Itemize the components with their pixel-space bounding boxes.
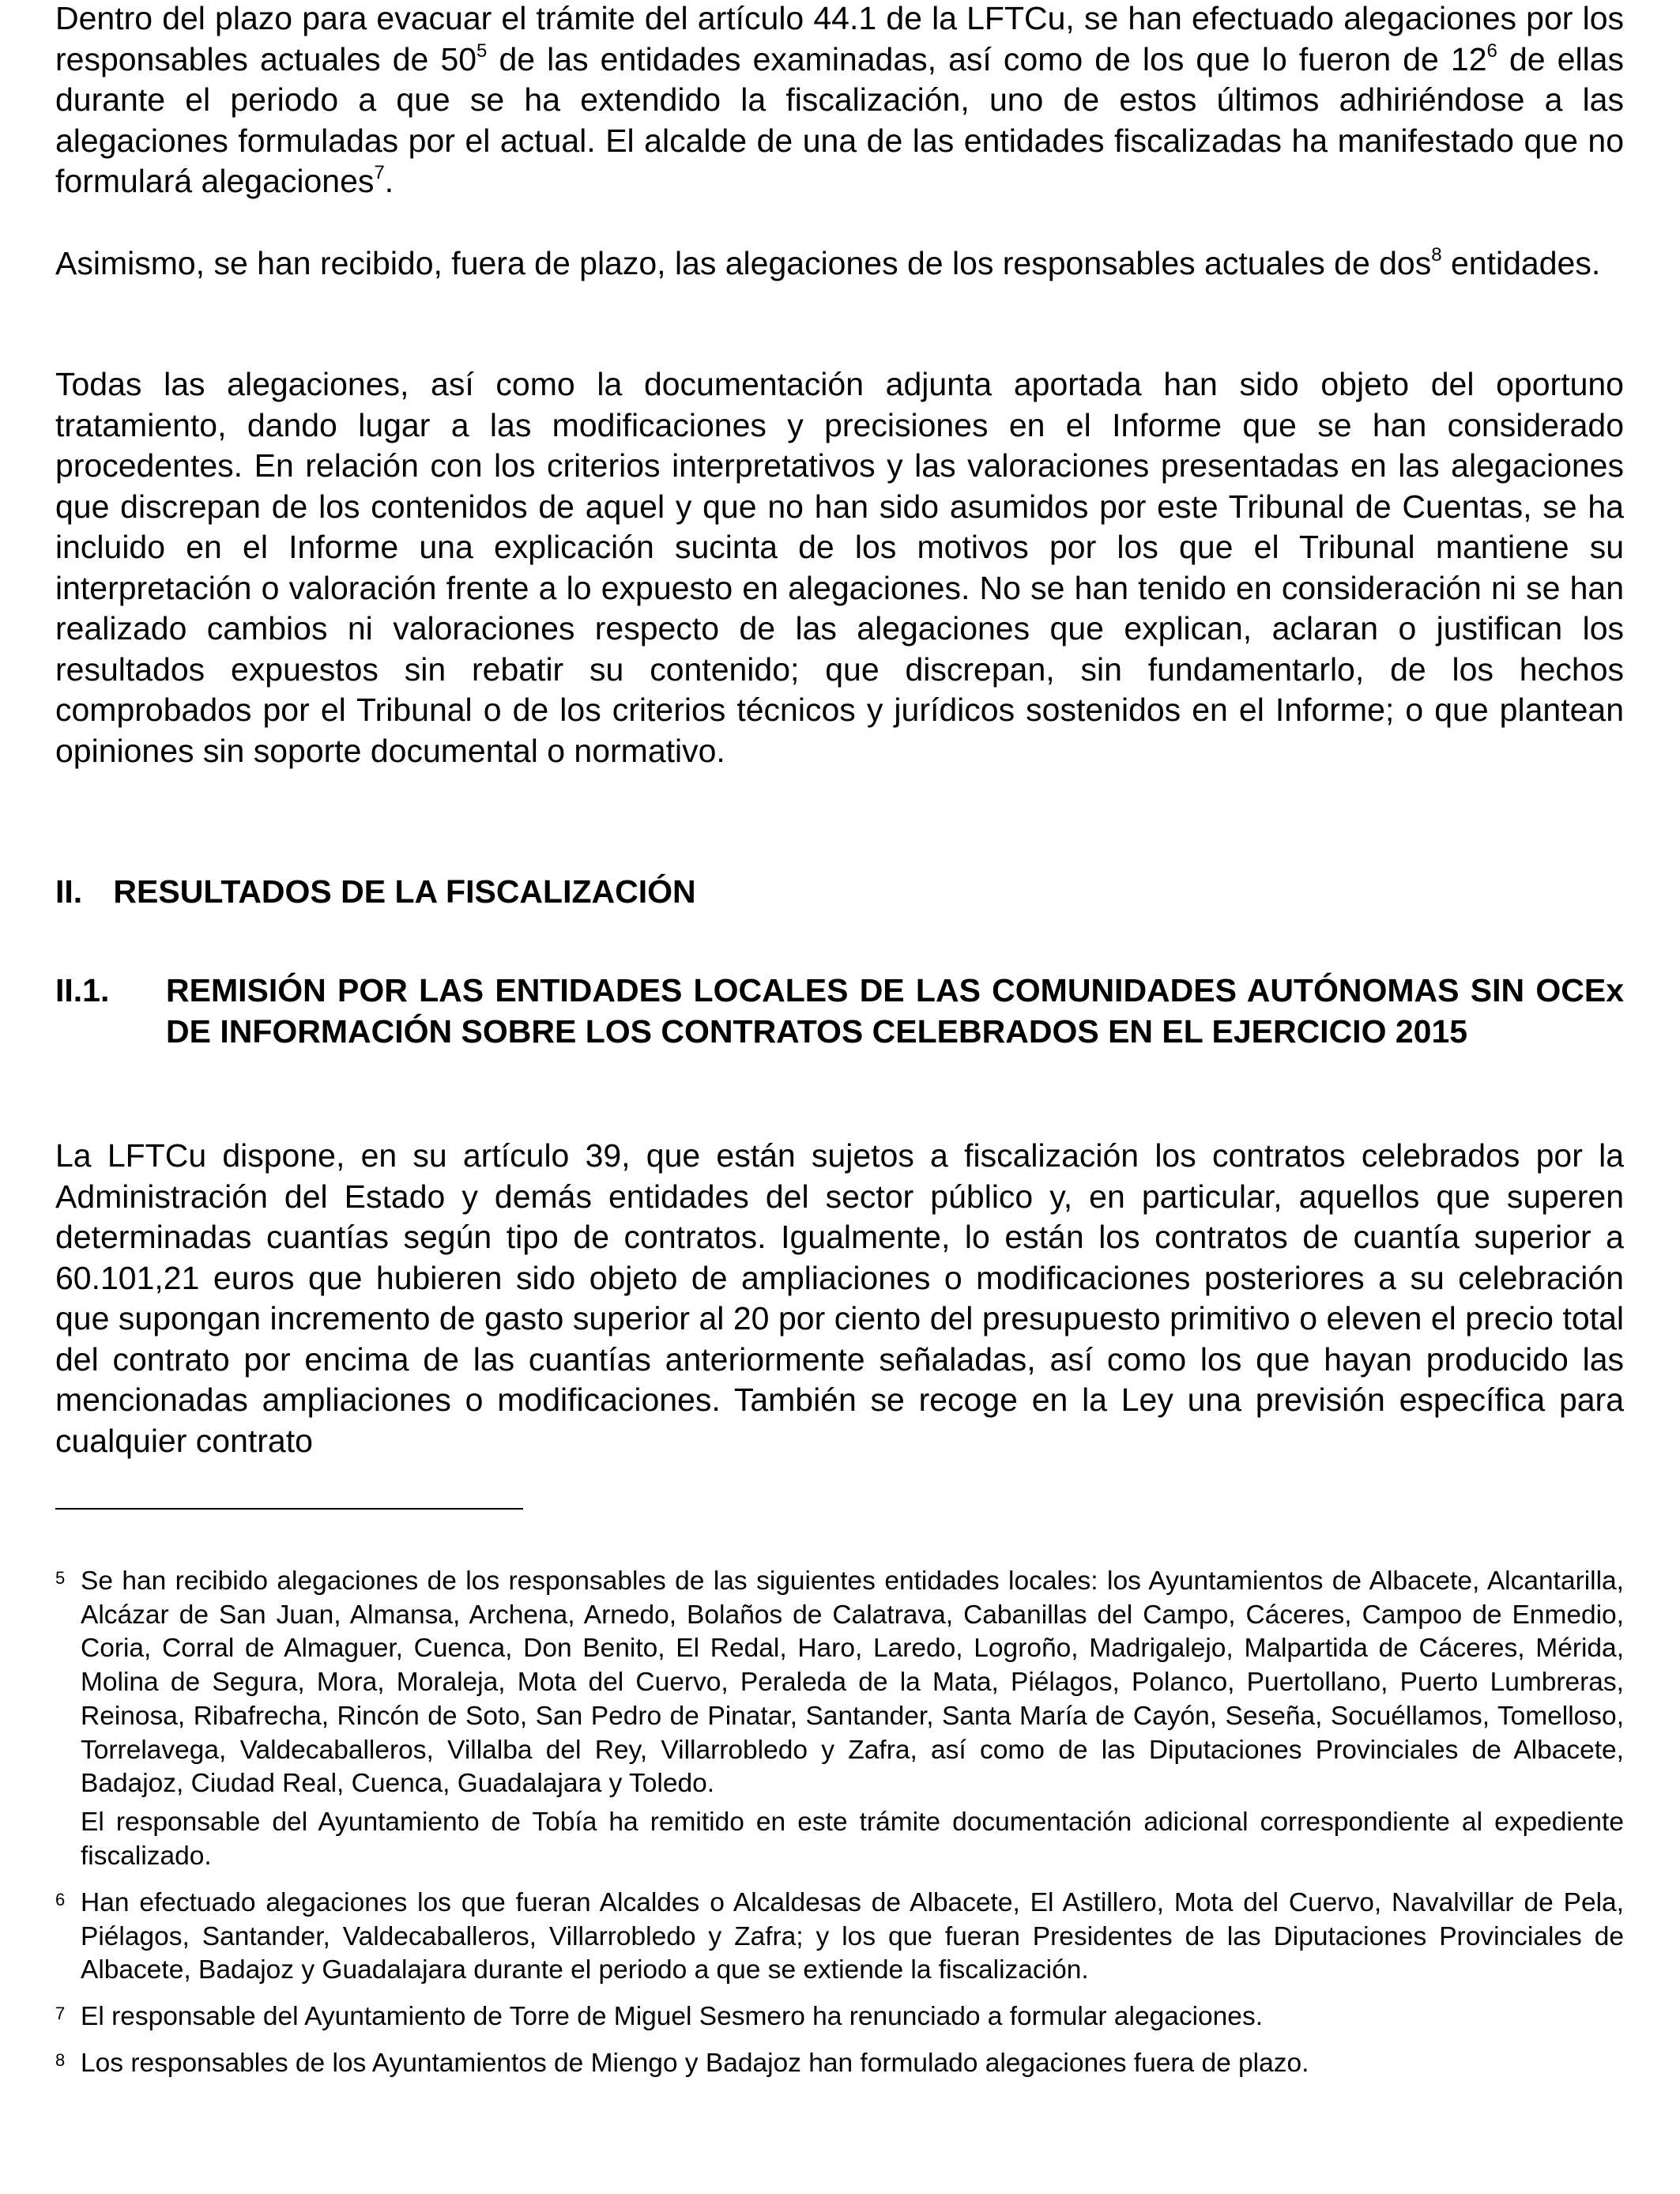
paragraph-alegaciones-plazo: [55, 0, 1624, 202]
footnote-mark: 8: [55, 2050, 66, 2070]
paragraph-lftcu-articulo-39: La LFTCu dispone, en su artículo 39, que están sujetos a fiscalización los contratos celebrados por la Administración del Estado y demás entidades del sector público y, en particular, aquellos que superen determinadas cuantías según tipo de contratos. Igualmente, lo están los contratos de cuantía superior a 60.101,21 euros que hubieren sido objeto de ampliaciones o modificaciones posteriores a su celebración que supongan incremento de gasto superior al 20 por ciento del presupuesto primitivo o eleven el precio total del contrato por encima de las cuantías anteriormente señaladas, así como los que hayan producido las mencionadas ampliaciones o modificaciones. También se recoge en la Ley una previsión específica para cualquier contrato: [55, 1137, 1624, 1459]
section-number: II.: [55, 873, 83, 910]
text-run: de las entidades examinadas, así como de los que lo fueron de 12: [487, 40, 1487, 77]
footnote-text: Han efectuado alegaciones los que fueran Alcaldes o Alcaldesas de Albacete, El Astillero, Mota del Cuervo, Navalvillar de Pela, Piélagos, Santander, Valdecaballeros, Villarrobledo y Zafra; y los que fueran Presidentes de las Diputaciones Provinciales de Albacete, Badajoz y Guadalajara durante el periodo a que se extiende la fiscalización.: [81, 1888, 1624, 1985]
footnote-8: [55, 2047, 1624, 2081]
footnote-text: El responsable del Ayuntamiento de Tobía ha remitido en este trámite documentación adicional correspondiente al expediente fiscalizado.: [81, 1808, 1624, 1871]
footnote-ref-7[interactable]: 7: [374, 162, 385, 184]
footnote-text: Se han recibido alegaciones de los responsables de las siguientes entidades locales: los Ayuntamientos de Albacete, Alcantarilla, Alcázar de San Juan, Almansa, Archena, Arnedo, Bolaños de Calatrava, Cabanillas del Campo, Cáceres, Campoo de Enmedio, Coria, Corral de Almaguer, Cuenca, Don Benito, El Redal, Haro, Laredo, Logroño, Madrigalejo, Malpartida de Cáceres, Mérida, Molina de Segura, Mora, Moraleja, Mota del Cuervo, Peraleda de la Mata, Piélagos, Polanco, Puertollano, Puerto Lumbreras, Reinosa, Ribafrecha, Rincón de Soto, San Pedro de Pinatar, Santander, Santa María de Cayón, Seseña, Socuéllamos, Tomelloso, Torrelavega, Valdecaballeros, Villalba del Rey, Villarrobledo y Zafra, así como de las Diputaciones Provinciales de Albacete, Badajoz, Ciudad Real, Cuenca, Guadalajara y Toledo.: [81, 1566, 1624, 1799]
footnote-mark: 6: [55, 1890, 66, 1909]
footnote-mark: 7: [55, 2004, 66, 2023]
footnote-6: [55, 1887, 1624, 1988]
text-run: de ellas durante el periodo a que se ha extendido la fiscalización, uno de estos últimos adhiriéndose a las alegaciones formuladas por el actual. El alcalde de una de las entidades fiscalizadas ha manifestado que no formulará alegaciones: [55, 40, 1624, 199]
footnote-7: [55, 2000, 1624, 2034]
subsection-title: REMISIÓN POR LAS ENTIDADES LOCALES DE LAS COMUNIDADES AUTÓNOMAS SIN OCEx DE INFORMACIÓN SOBRE LOS CONTRATOS CELEBRADOS EN EL EJERCICIO 2015: [166, 972, 1624, 1050]
text-run: .: [384, 163, 394, 199]
section-title: RESULTADOS DE LA FISCALIZACIÓN: [113, 873, 696, 910]
footnote-ref-8[interactable]: 8: [1431, 244, 1442, 266]
subsection-heading: [55, 971, 1624, 1052]
paragraph-fuera-de-plazo: [55, 243, 1624, 285]
footnote-text: El responsable del Ayuntamiento de Torre de Miguel Sesmero ha renunciado a formular alegaciones.: [81, 2002, 1264, 2031]
footnote-5: [55, 1565, 1624, 1801]
footnote-ref-6[interactable]: 6: [1486, 40, 1497, 62]
text-run: Asimismo, se han recibido, fuera de plazo, las alegaciones de los responsables actuales de dos: [55, 245, 1432, 281]
text-run: Dentro del plazo para evacuar el trámite del artículo 44.1 de la LFTCu, se han efectuado alegaciones por los responsables actuales de 50: [55, 0, 1624, 77]
footnote-ref-5[interactable]: 5: [477, 40, 488, 62]
subsection-number: II.1.: [55, 972, 110, 1008]
text-run: entidades.: [1441, 245, 1601, 281]
paragraph-tratamiento-alegaciones: Todas las alegaciones, así como la documentación adjunta aportada han sido objeto del oportuno tratamiento, dando lugar a las modificaciones y precisiones en el Informe que se han considerado procedentes. En relación con los criterios interpretativos y las valoraciones presentadas en las alegaciones que discrepan de los contenidos de aquel y que no han sido asumidos por este Tribunal de Cuentas, se ha incluido en el Informe una explicación sucinta de los motivos por los que el Tribunal mantiene su interpretación o valoración frente a lo expuesto en alegaciones. No se han tenido en consideración ni se han realizado cambios ni valoraciones respecto de las alegaciones que explican, aclaran o justifican los resultados expuestos sin rebatir su contenido; que discrepan, sin fundamentarlo, de los hechos comprobados por el Tribunal o de los criterios técnicos y jurídicos sostenidos en el Informe; o que plantean opiniones sin soporte documental o normativo.: [55, 366, 1624, 769]
footnote-text: Los responsables de los Ayuntamientos de Miengo y Badajoz han formulado alegaciones fuera de plazo.: [81, 2049, 1309, 2078]
footnote-5-continuation: [55, 1806, 1624, 1873]
document-page: [55, 0, 1624, 2194]
footnote-separator: [55, 1508, 523, 1510]
section-heading: [55, 872, 696, 912]
footnote-mark: 5: [55, 1568, 66, 1588]
